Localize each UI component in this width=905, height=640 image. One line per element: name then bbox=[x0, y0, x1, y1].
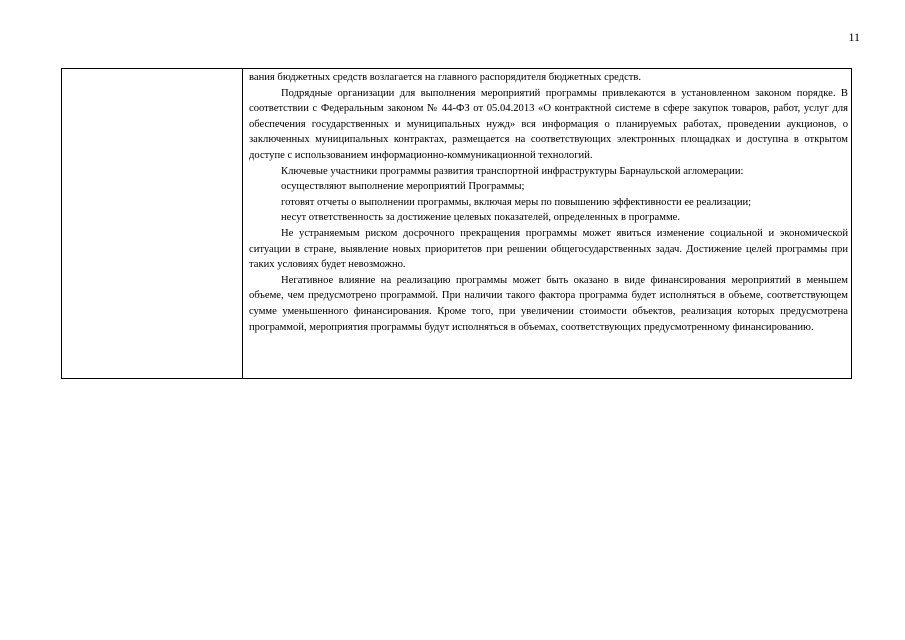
list-item-responsibility: несут ответственность за достижение целевых показателей, определенных в программе. bbox=[281, 212, 681, 224]
table-left-cell bbox=[62, 69, 243, 378]
list-item-implementation: осуществляют выполнение мероприятий Программы; bbox=[281, 181, 525, 193]
document-table bbox=[61, 68, 852, 379]
paragraph-key-participants: Ключевые участники программы развития транспортной инфраструктуры Барнаульской агломерации: bbox=[281, 165, 744, 177]
paragraph-negative-influence: Негативное влияние на реализацию программы может быть оказано в виде финансирования мероприятий в меньшем объеме, чем предусмотрено программой. При наличии такого фактора программа будет исполняться в объеме, соответствующем сумме уменьшенного финансирования. Кроме того, при увеличении стоимости объектов, реализация которых предусмотрена программой, мероприятия программы будут исполняться в объемах, соответствующих предусмотренному финансированию. bbox=[249, 274, 848, 333]
page-number: 11 bbox=[848, 30, 860, 44]
paragraph-budget-funds: вания бюджетных средств возлагается на главного распорядителя бюджетных средств. bbox=[249, 72, 642, 83]
table-right-cell bbox=[243, 69, 851, 378]
list-item-reports: готовят отчеты о выполнении программы, включая меры по повышению эффективности ее реализации; bbox=[281, 196, 752, 208]
paragraph-contractors: Подрядные организации для выполнения мероприятий программы привлекаются в установленном законом порядке. В соответствии с Федеральным законом № 44-ФЗ от 05.04.2013 «О контрактной системе в сфере закупок товаров, работ, услуг для обеспечения государственных и муниципальных нужд» вся информация о планируемых работах, проведении аукционов, о заключенных муниципальных контрактах, размещается на соответствующих электронных площадках и доступна в открытом доступе с использованием информационно-коммуникационной технологий. bbox=[249, 87, 848, 161]
paragraph-early-termination-risk: Не устраняемым риском досрочного прекращения программы может явиться изменение социальной и экономической ситуации в стране, выявление новых приоритетов при решении общегосударственных задач. Достижение целей программы при таких условиях будет невозможно. bbox=[249, 227, 848, 271]
